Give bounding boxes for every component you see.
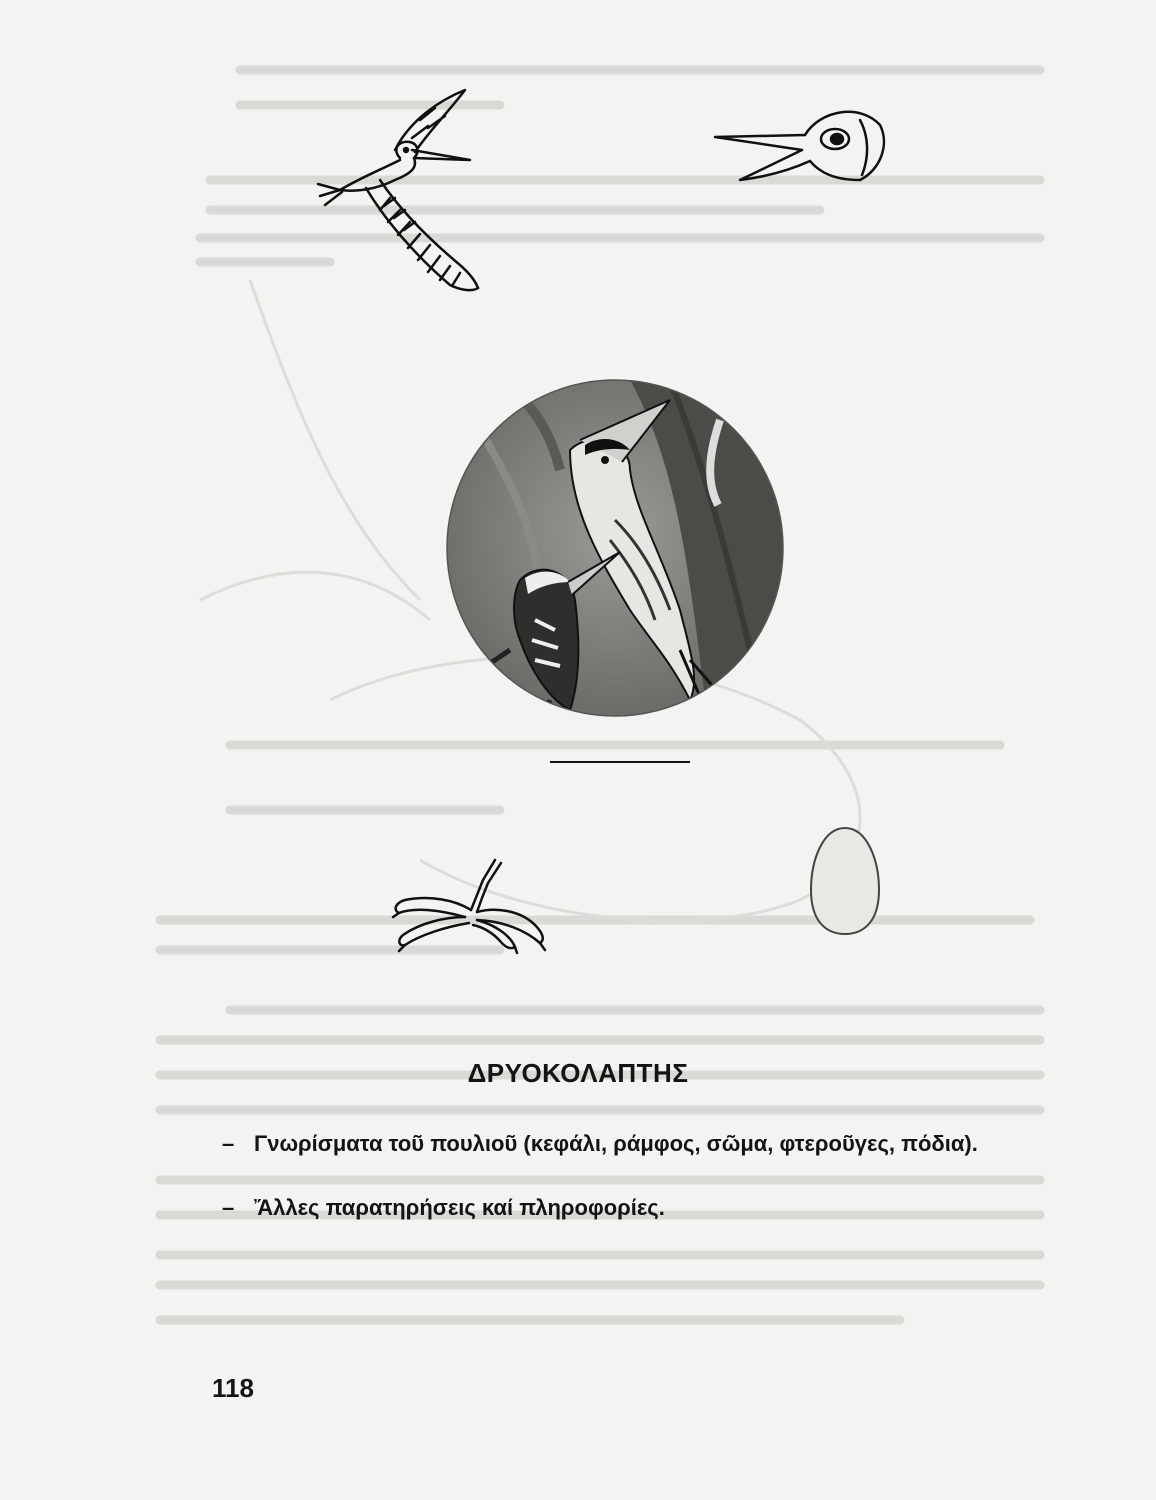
bullet-item: [222, 1192, 1022, 1223]
kingfisher-illustration: [300, 80, 530, 300]
bird-foot-illustration: [385, 855, 555, 955]
page-title: ΔΡΥΟΚΟΛΑΠΤΗΣ: [467, 1058, 689, 1088]
egg-illustration: [805, 820, 885, 940]
bird-head-illustration: [710, 95, 900, 205]
bullet-dash: –: [222, 1195, 235, 1220]
bullet-text: Ἄλλες παρατηρήσεις καί πληροφορίες.: [254, 1195, 665, 1220]
woodpeckers-vignette: [440, 320, 800, 770]
bullet-dash: –: [222, 1131, 235, 1156]
page-number: 118: [212, 1373, 254, 1403]
bullet-text: Γνωρίσματα τοῦ πουλιοῦ (κεφάλι, ράμφος, σῶμα, φτεροῦγες, πόδια).: [254, 1131, 978, 1156]
bullet-item: [222, 1128, 1022, 1159]
